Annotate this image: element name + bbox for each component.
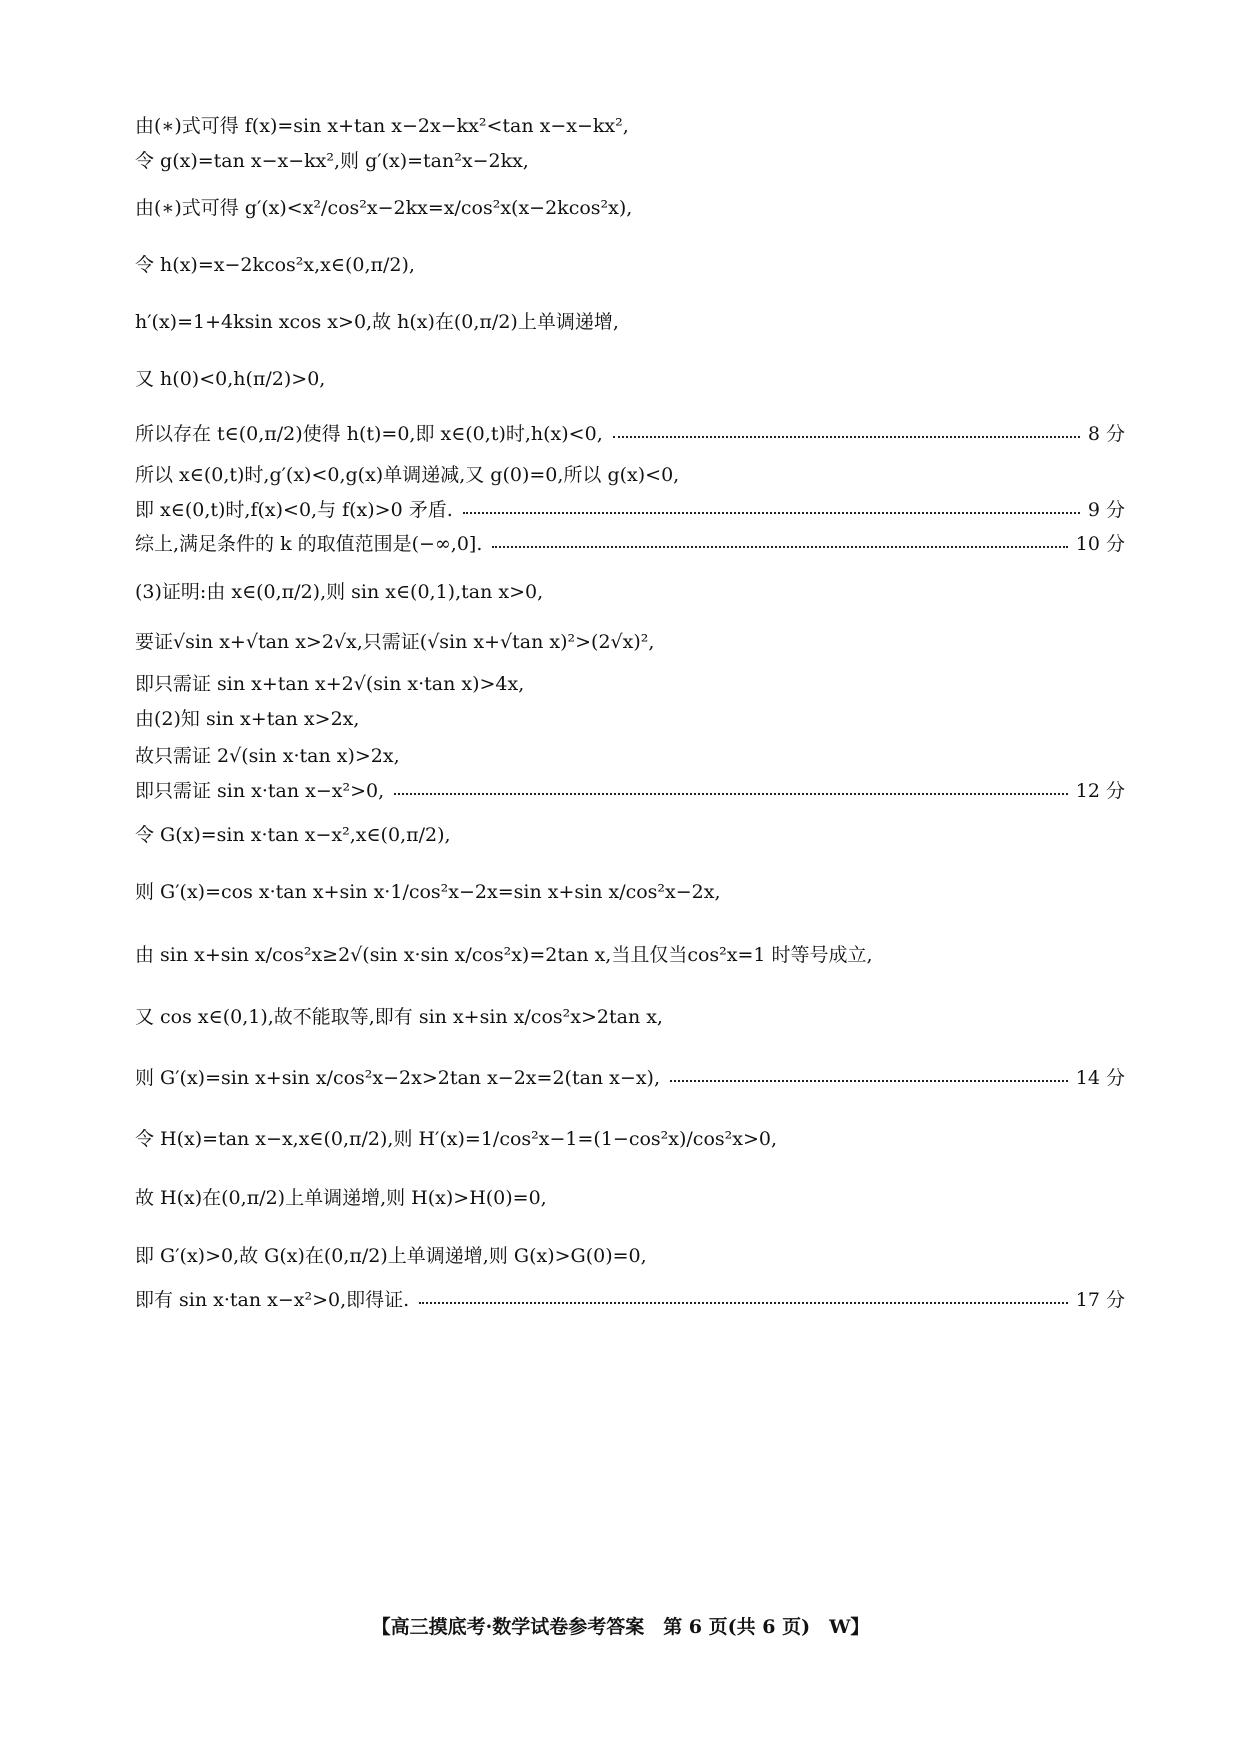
line-text: 由(∗)式可得 f(x)=sin x+tan x−2x−kx²<tan x−x−kx², [135,115,629,137]
line-text: 由 sin x+sin x/cos²x≥2√(sin x·sin x/cos²x)=2tan x,当且仅当cos²x=1 时等号成立, [135,944,873,966]
line-text: 令 G(x)=sin x·tan x−x²,x∈(0,π/2), [135,824,451,846]
solution-line [135,1130,1125,1149]
line-text: 综上,满足条件的 k 的取值范围是(−∞,0]. [135,533,483,555]
line-text: 由(2)知 sin x+tan x>2x, [135,708,360,730]
line-text: 故只需证 2√(sin x·tan x)>2x, [135,745,400,767]
solution-line [135,256,1125,275]
solution-line [135,883,1125,902]
solution-line [135,117,1125,136]
solution-line [135,1189,1125,1208]
solution-line [135,370,1125,389]
line-text: 即 x∈(0,t)时,f(x)<0,与 f(x)>0 矛盾. [135,499,453,521]
solution-line [135,313,1125,332]
line-text: 即有 sin x·tan x−x²>0,即得证. [135,1289,410,1311]
solution-line [135,946,1125,965]
line-text: 即只需证 sin x·tan x−x²>0, [135,780,385,802]
solution-line [135,710,1125,729]
dotted-leader [492,546,1067,548]
solution-line [135,583,1125,602]
solution-line [135,152,1125,171]
line-text: 令 H(x)=tan x−x,x∈(0,π/2),则 H′(x)=1/cos²x−1=(1−cos²x)/cos²x>0, [135,1128,778,1150]
line-text: 令 g(x)=tan x−x−kx²,则 g′(x)=tan²x−2kx, [135,150,529,172]
solution-line [135,675,1125,694]
solution-line [135,1069,1125,1088]
line-text: 又 h(0)<0,h(π/2)>0, [135,368,326,390]
solution-line [135,782,1125,801]
line-text: (3)证明:由 x∈(0,π/2),则 sin x∈(0,1),tan x>0, [135,581,544,603]
line-text: 又 cos x∈(0,1),故不能取等,即有 sin x+sin x/cos²x>2tan x, [135,1006,663,1028]
dotted-leader [670,1080,1068,1082]
solution-line [135,1008,1125,1027]
solution-line [135,501,1125,520]
line-text: 令 h(x)=x−2kcos²x,x∈(0,π/2), [135,254,415,276]
score-label: 10 分 [1075,533,1125,555]
solution-line [135,199,1125,218]
score-label: 8 分 [1087,423,1125,445]
solution-line [135,1291,1125,1310]
line-text: 则 G′(x)=sin x+sin x/cos²x−2x>2tan x−2x=2(tan x−x), [135,1067,660,1089]
score-label: 12 分 [1075,780,1125,802]
solution-line [135,466,1125,485]
dotted-leader [394,793,1068,795]
line-text: 要证√sin x+√tan x>2√x,只需证(√sin x+√tan x)²>(2√x)², [135,631,655,653]
line-text: 即只需证 sin x+tan x+2√(sin x·tan x)>4x, [135,673,525,695]
page-footer: 【高三摸底考·数学试卷参考答案 第 6 页(共 6 页) W】 [371,1616,870,1638]
line-text: 即 G′(x)>0,故 G(x)在(0,π/2)上单调递增,则 G(x)>G(0)=0, [135,1245,647,1267]
solution-line [135,747,1125,766]
line-text: 所以存在 t∈(0,π/2)使得 h(t)=0,即 x∈(0,t)时,h(x)<0, [135,423,603,445]
dotted-leader [463,512,1080,514]
score-label: 9 分 [1087,499,1125,521]
line-text: 故 H(x)在(0,π/2)上单调递增,则 H(x)>H(0)=0, [135,1187,547,1209]
line-text: 由(∗)式可得 g′(x)<x²/cos²x−2kx=x/cos²x(x−2kcos²x), [135,197,633,219]
line-text: 所以 x∈(0,t)时,g′(x)<0,g(x)单调递减,又 g(0)=0,所以 g(x)<0, [135,464,680,486]
solution-line [135,633,1125,652]
solution-line [135,425,1125,444]
solution-line [135,535,1125,554]
score-label: 17 分 [1075,1289,1125,1311]
dotted-leader [613,436,1080,438]
line-text: h′(x)=1+4ksin xcos x>0,故 h(x)在(0,π/2)上单调递增, [135,311,619,333]
solution-line [135,826,1125,845]
solution-line [135,1247,1125,1266]
score-label: 14 分 [1075,1067,1125,1089]
line-text: 则 G′(x)=cos x·tan x+sin x·1/cos²x−2x=sin x+sin x/cos²x−2x, [135,881,721,903]
dotted-leader [419,1302,1068,1304]
